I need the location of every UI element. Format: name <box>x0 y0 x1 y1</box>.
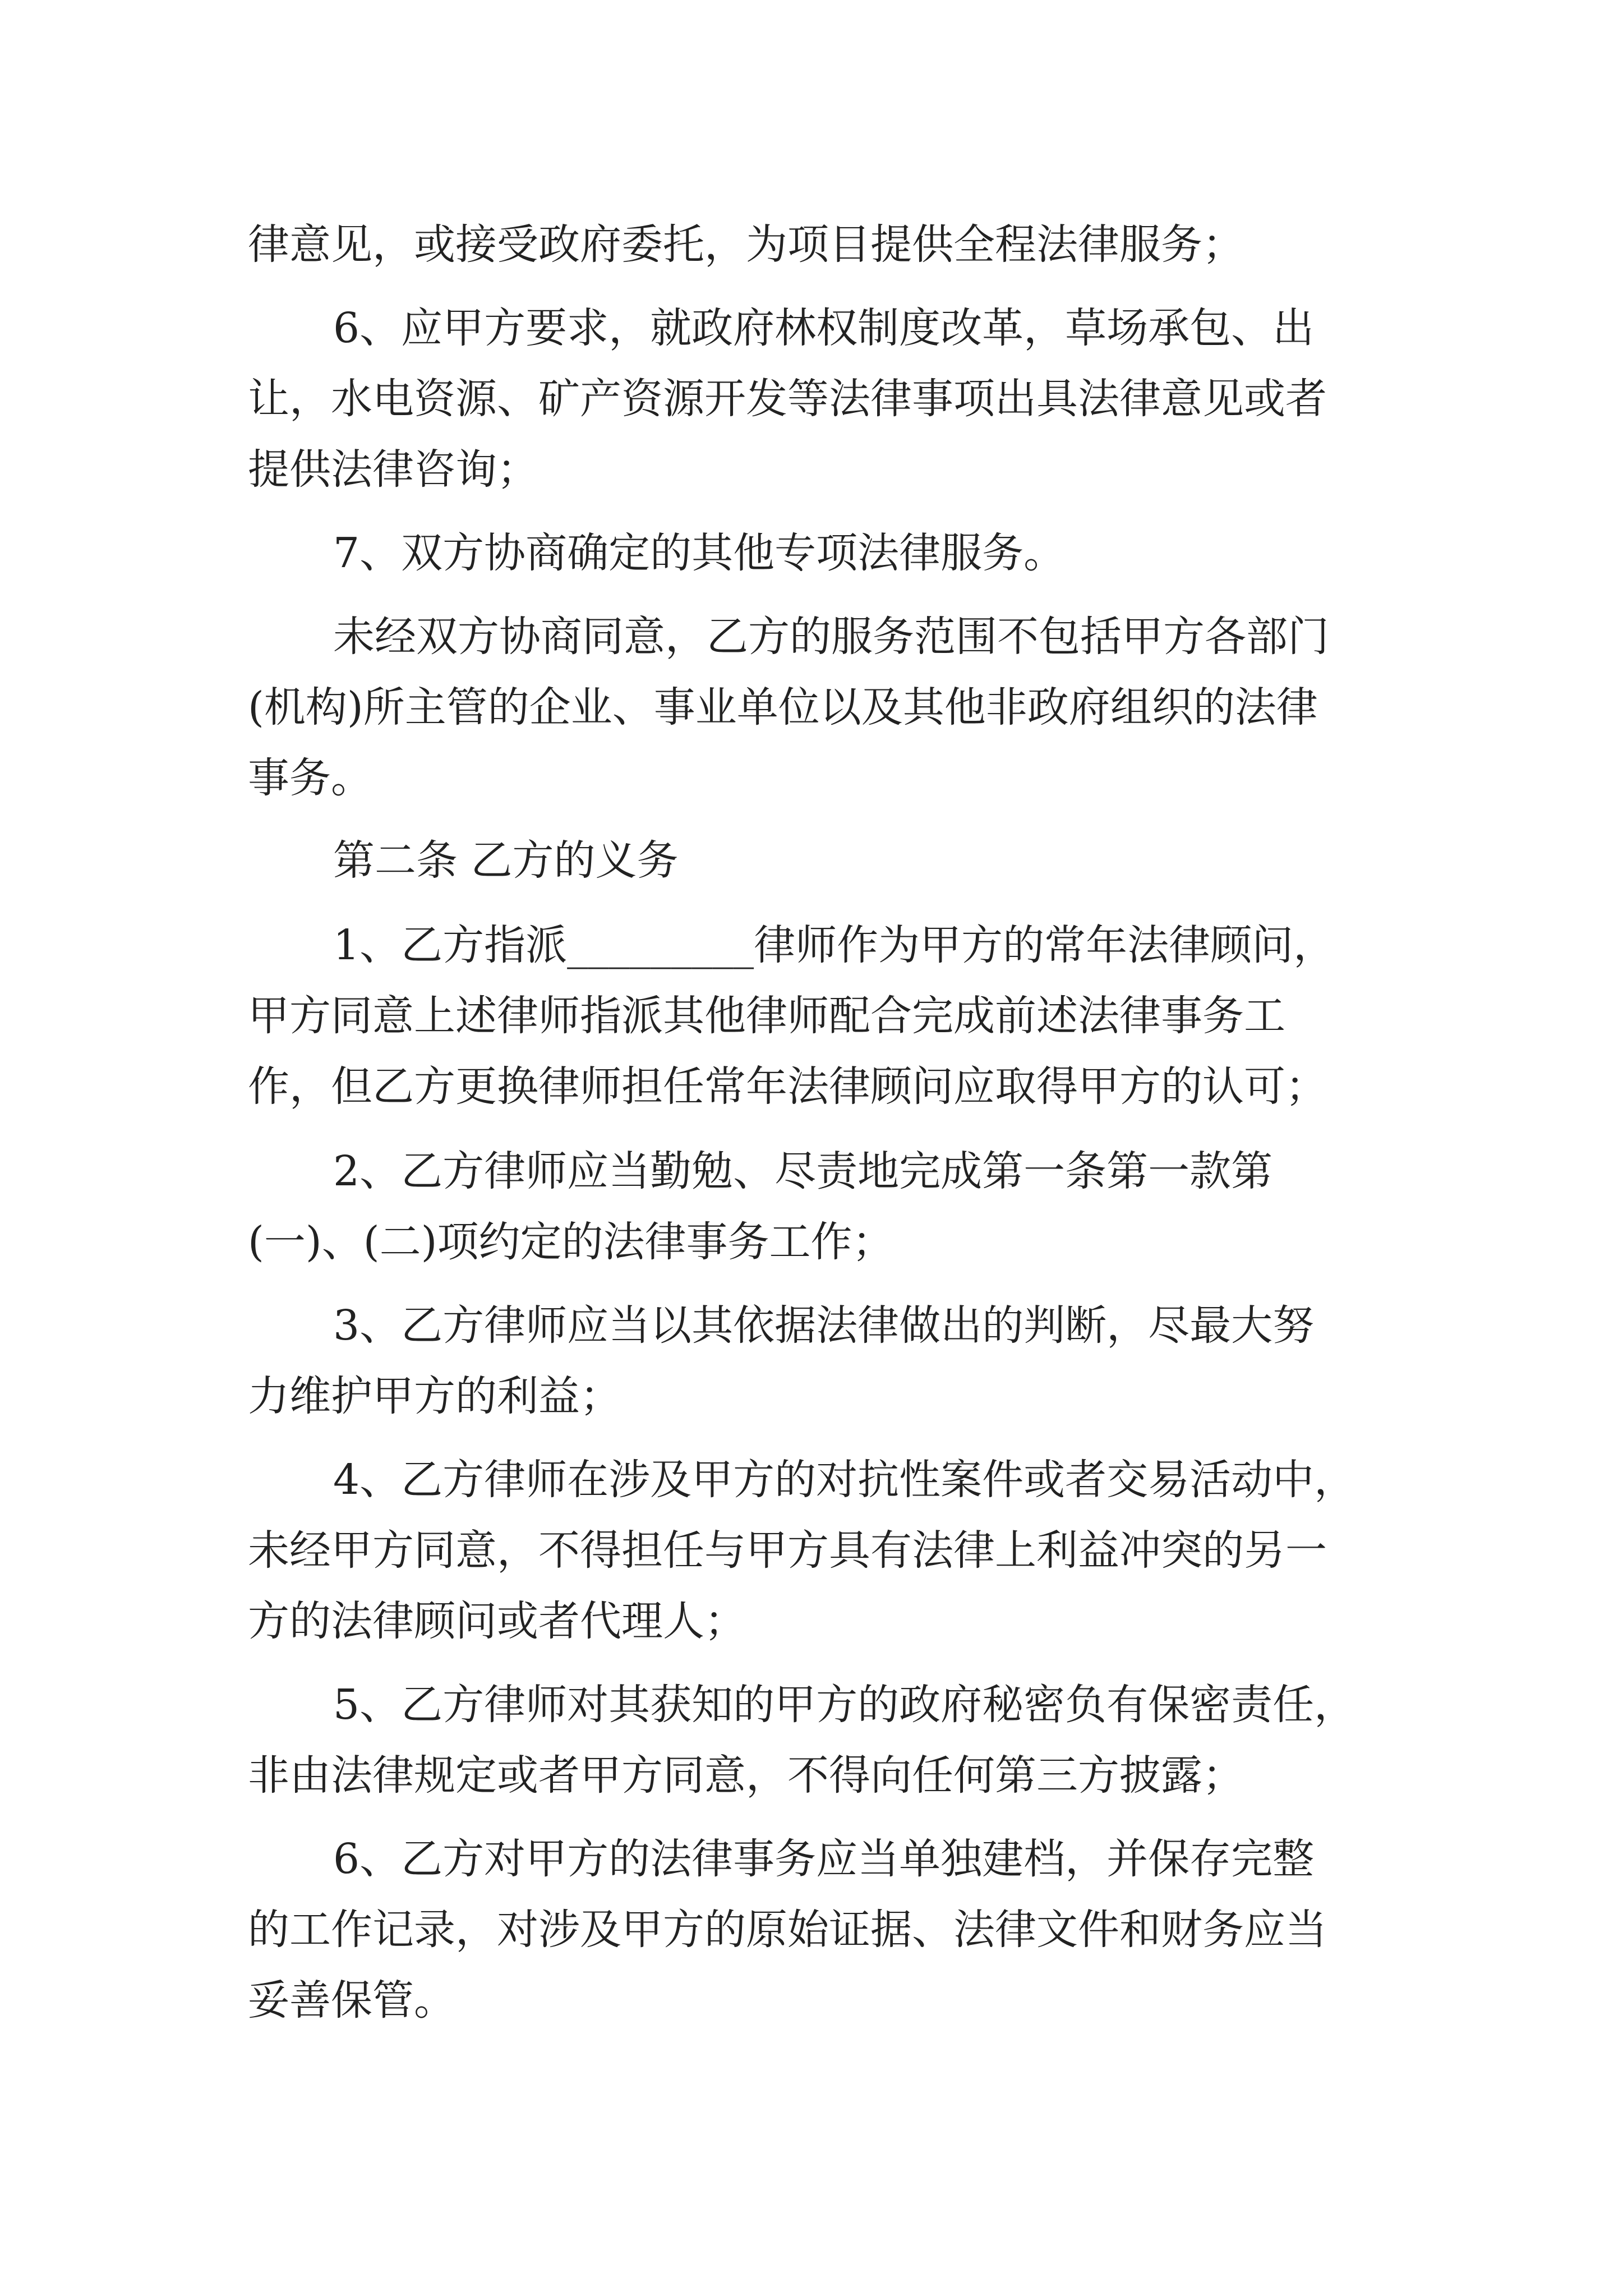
text-line: 未经甲方同意，不得担任与甲方具有法律上利益冲突的另一 <box>248 1526 1327 1575</box>
text-line: (一)、(二)项约定的法律事务工作； <box>248 1218 894 1266</box>
text-line: 事务。 <box>248 754 372 802</box>
text-line: 力维护甲方的利益； <box>248 1372 621 1420</box>
text-line: 妥善保管。 <box>248 1976 455 2024</box>
text-line: 6、应甲方要求，就政府林权制度改革，草场承包、出 <box>333 304 1315 352</box>
text-line: 作，但乙方更换律师担任常年法律顾问应取得甲方的认可； <box>248 1062 1327 1111</box>
text-line: 非由法律规定或者甲方同意，不得向任何第三方披露； <box>248 1751 1244 1800</box>
text-line: 让，水电资源、矿产资源开发等法律事项出具法律意见或者 <box>248 375 1327 423</box>
text-line: 4、乙方律师在涉及甲方的对抗性案件或者交易活动中， <box>333 1456 1356 1504</box>
text-line: 1、乙方指派_________律师作为甲方的常年法律顾问， <box>333 921 1335 969</box>
text-line: 的工作记录，对涉及甲方的原始证据、法律文件和财务应当 <box>248 1906 1327 1954</box>
text-line: 甲方同意上述律师指派其他律师配合完成前述法律事务工 <box>248 992 1285 1040</box>
text-line: 未经双方协商同意，乙方的服务范围不包括甲方各部门 <box>333 613 1329 661</box>
text-line: (机构)所主管的企业、事业单位以及其他非政府组织的法律 <box>248 683 1318 731</box>
text-line: 6、乙方对甲方的法律事务应当单独建档，并保存完整 <box>333 1835 1315 1883</box>
text-line: 2、乙方律师应当勤勉、尽责地完成第一条第一款第 <box>333 1147 1273 1195</box>
text-line: 律意见，或接受政府委托，为项目提供全程法律服务； <box>248 220 1244 269</box>
text-line: 7、双方协商确定的其他专项法律服务。 <box>333 529 1066 577</box>
section-heading: 第二条 乙方的义务 <box>333 836 679 885</box>
text-line: 5、乙方律师对其获知的甲方的政府秘密负有保密责任， <box>333 1681 1356 1729</box>
text-line: 提供法律咨询； <box>248 445 538 494</box>
text-line: 3、乙方律师应当以其依据法律做出的判断，尽最大努 <box>333 1301 1315 1350</box>
text-line: 方的法律顾问或者代理人； <box>248 1597 746 1645</box>
